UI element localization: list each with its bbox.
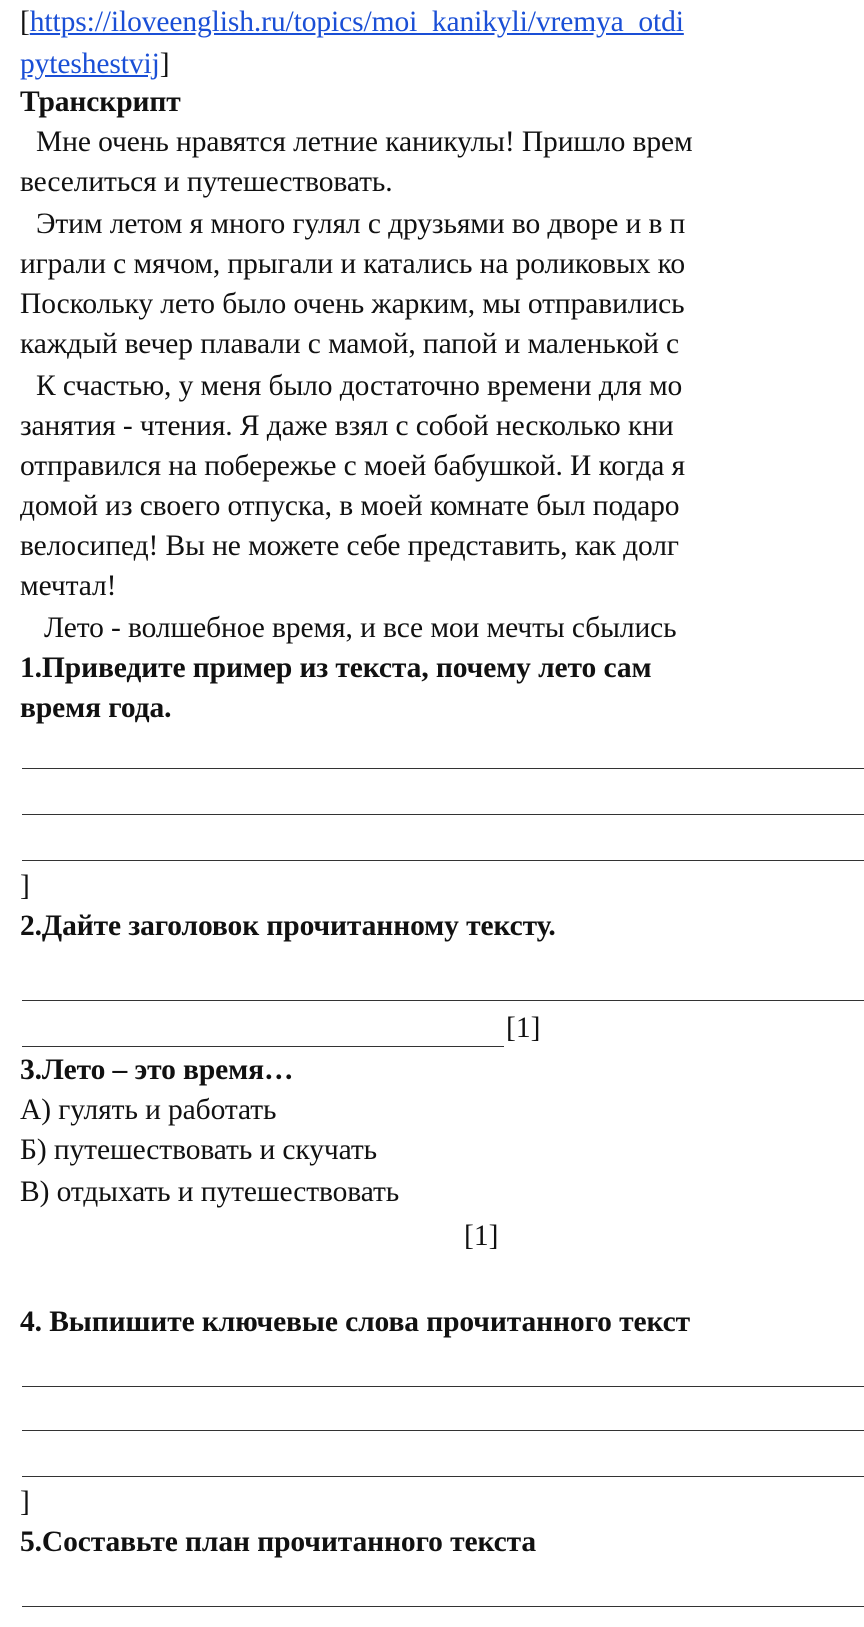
answer-line[interactable] [22, 1476, 864, 1477]
transcript-line: Лето - волшебное время, и все мои мечты сбылись [44, 612, 677, 644]
question-3-option-b[interactable]: Б) путешествовать и скучать [20, 1134, 377, 1166]
question-3-title: 3.Лето – это время… [20, 1054, 294, 1086]
source-line-1 [20, 2, 684, 42]
question-3-score: [1] [464, 1220, 499, 1252]
transcript-line: велосипед! Вы не можете себе представить, как долг [20, 530, 679, 562]
question-1-title-continued: время года. [20, 692, 172, 724]
question-3-option-a[interactable]: А) гулять и работать [20, 1094, 277, 1126]
answer-line[interactable] [22, 1386, 864, 1387]
question-2-title: 2.Дайте заголовок прочитанному тексту. [20, 910, 556, 942]
transcript-line: играли с мячом, прыгали и катались на роликовых ко [20, 248, 686, 280]
transcript-line: домой из своего отпуска, в моей комнате был подаро [20, 490, 680, 522]
question-2-score: [1] [506, 1012, 541, 1044]
source-link-continuation[interactable]: pyteshestvij [20, 48, 160, 80]
answer-line[interactable] [22, 1046, 504, 1047]
transcript-heading: Транскрипт [20, 86, 181, 118]
transcript-line: веселиться и путешествовать. [20, 166, 393, 198]
question-5-title: 5.Составьте план прочитанного текста [20, 1526, 537, 1558]
close-bracket: ] [159, 48, 170, 80]
open-bracket: [ [20, 6, 30, 38]
answer-line[interactable] [22, 768, 864, 769]
question-4-bracket: ] [20, 1486, 30, 1518]
transcript-line: Этим летом я много гулял с друзьями во дворе и в п [36, 208, 686, 240]
transcript-line: К счастью, у меня было достаточно времени для мо [36, 370, 683, 402]
question-4-title: 4. Выпишите ключевые слова прочитанного текст [20, 1306, 690, 1338]
answer-line[interactable] [22, 860, 864, 861]
transcript-line: Поскольку лето было очень жарким, мы отправились [20, 288, 685, 320]
transcript-line: занятия - чтения. Я даже взял с собой несколько кни [20, 410, 674, 442]
source-link[interactable]: https://iloveenglish.ru/topics/moi_kanikyli/vremya_otdi [29, 6, 684, 38]
transcript-line: Мне очень нравятся летние каникулы! Пришло врем [36, 126, 693, 158]
question-1-bracket: ] [20, 870, 30, 902]
answer-line[interactable] [22, 1606, 864, 1607]
answer-line[interactable] [22, 1430, 864, 1431]
question-3-option-c[interactable]: В) отдыхать и путешествовать [20, 1176, 400, 1208]
source-line-2 [20, 44, 169, 84]
answer-line[interactable] [22, 814, 864, 815]
transcript-line: мечтал! [20, 570, 117, 602]
transcript-line: отправился на побережье с моей бабушкой. И когда я [20, 450, 686, 482]
answer-line[interactable] [22, 1000, 864, 1001]
question-1-title: 1.Приведите пример из текста, почему лето сам [20, 652, 652, 684]
transcript-line: каждый вечер плавали с мамой, папой и маленькой с [20, 328, 680, 360]
